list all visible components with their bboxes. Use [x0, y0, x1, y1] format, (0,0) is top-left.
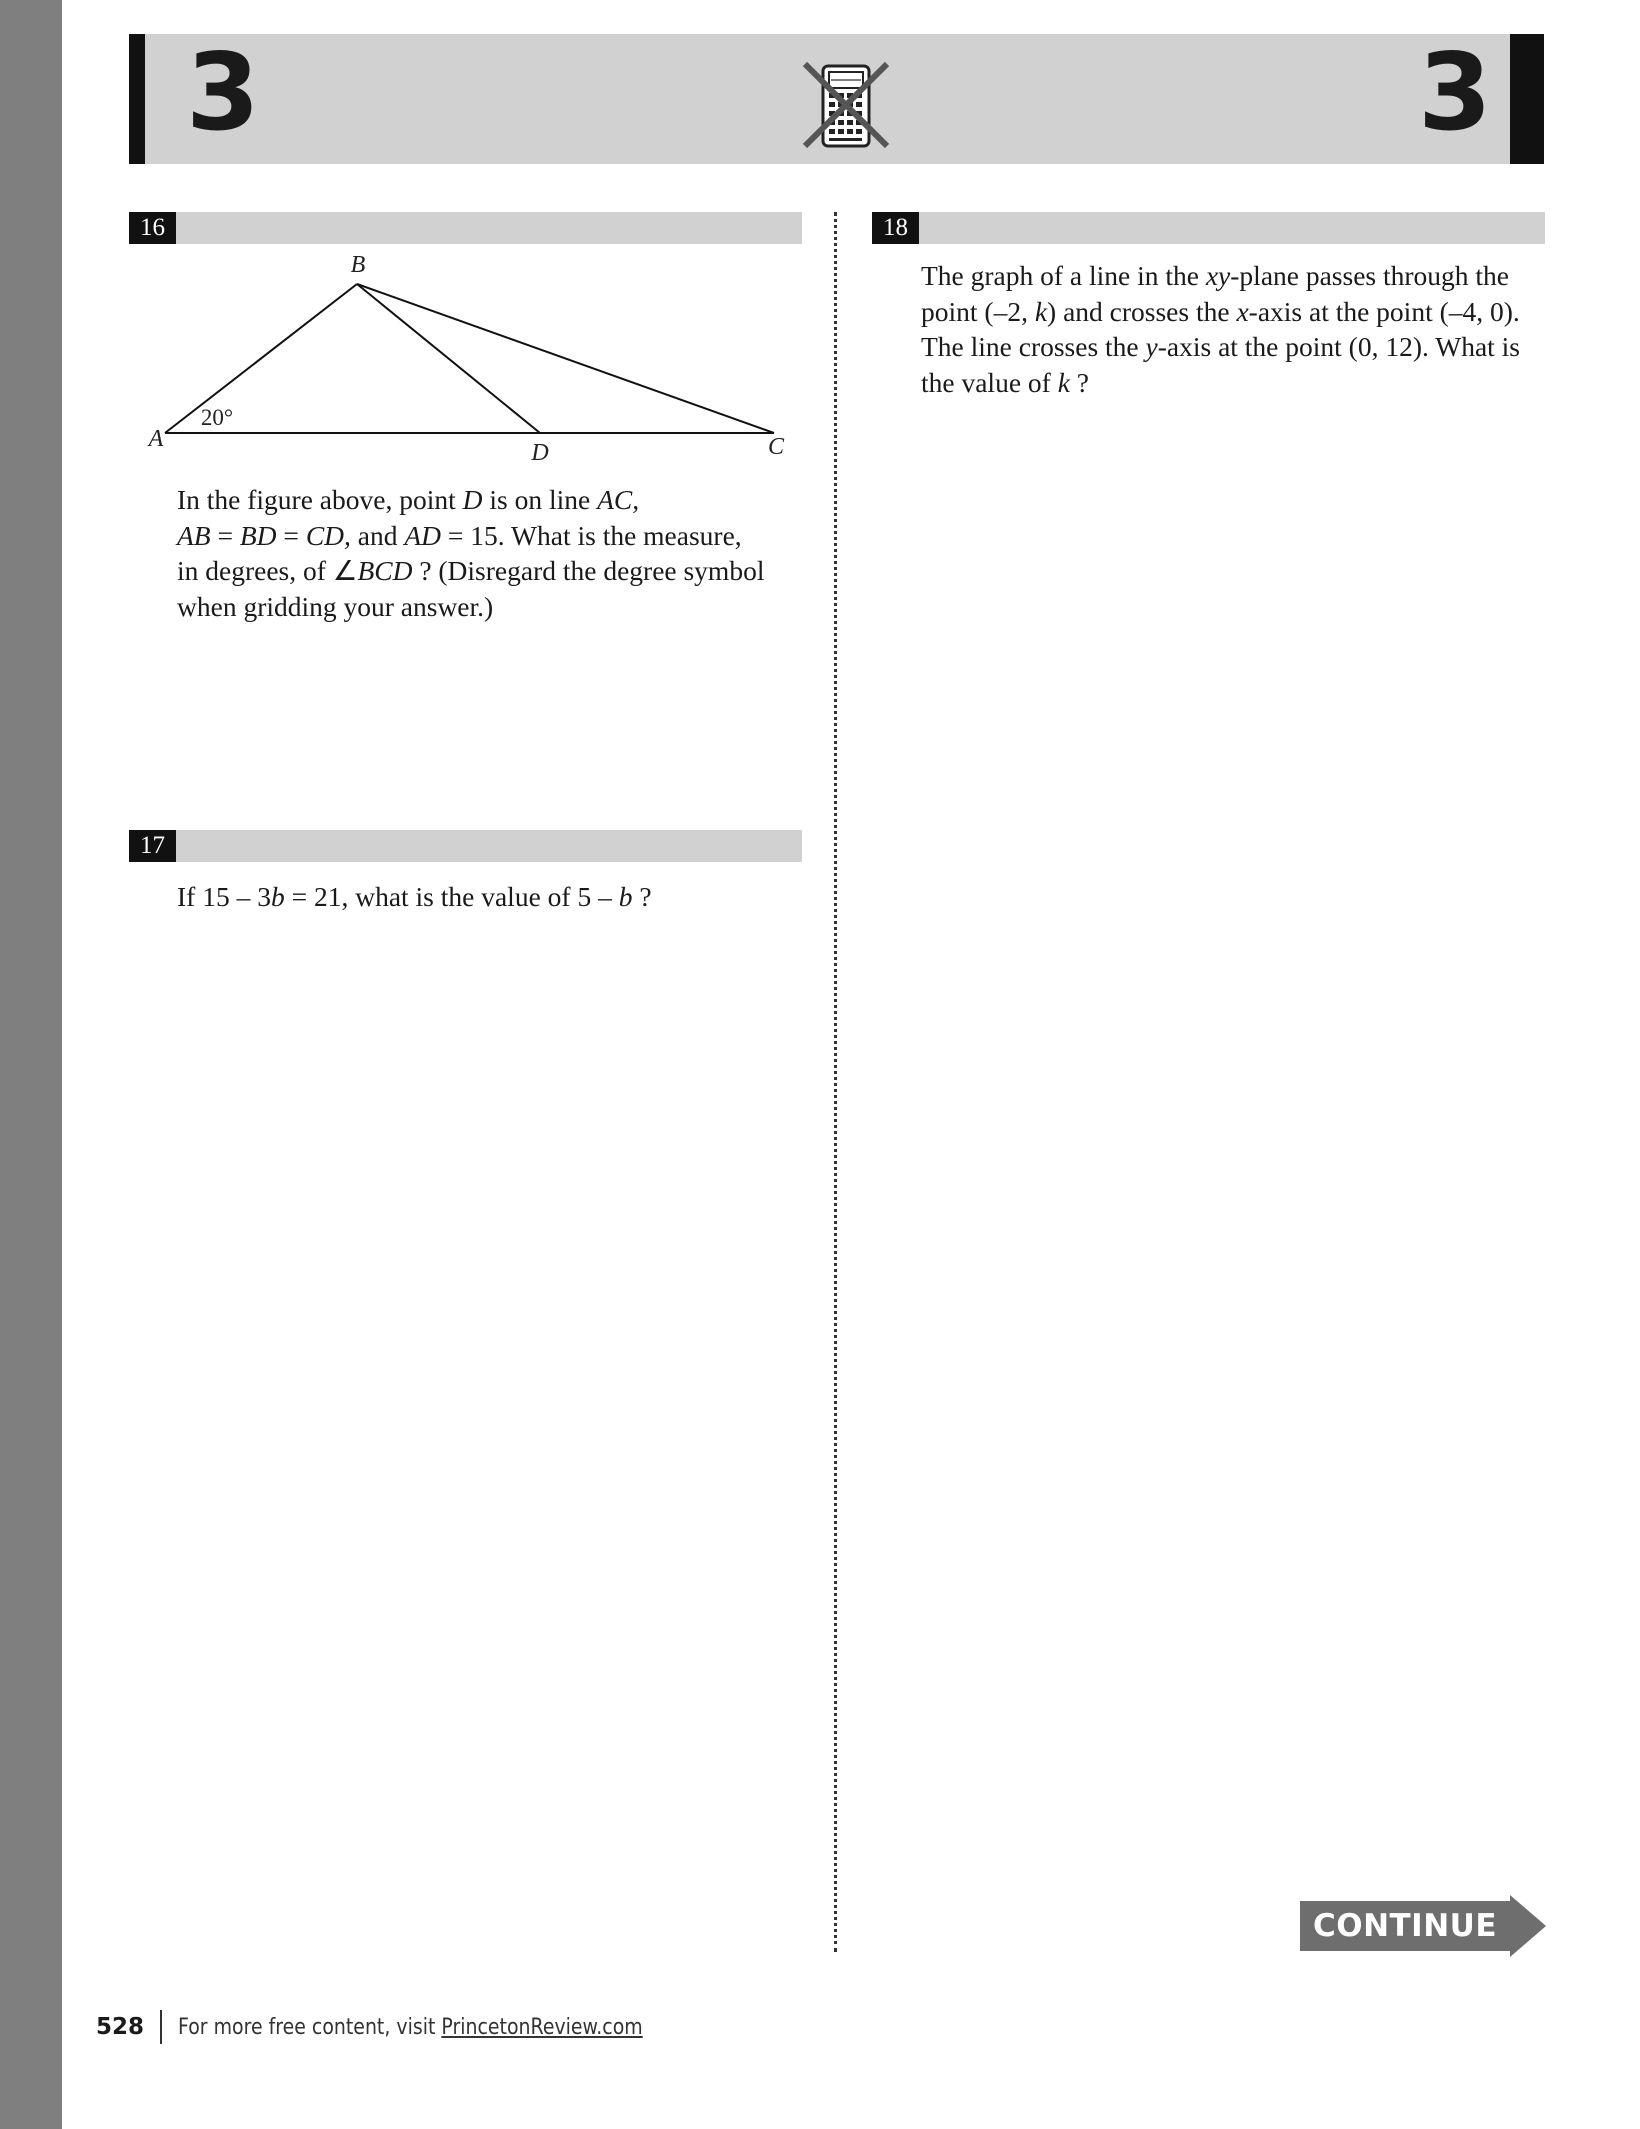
footer-text: For more free content, visit PrincetonReview.com [178, 2015, 643, 2040]
page-number: 528 [96, 2014, 145, 2040]
question-18-line-2: point (–2, k) and crosses the x-axis at the point (–4, 0). [921, 295, 1520, 327]
section-number-right: 3 [1418, 31, 1492, 154]
question-16-header-bar [129, 212, 802, 244]
question-16-line-1: In the figure above, point D is on line AC, [177, 484, 640, 515]
section-number-left: 3 [186, 31, 260, 154]
question-16-line-3: in degrees, of ∠BCD ? (Disregard the degree symbol [177, 555, 765, 586]
section-header-right-bar [1510, 34, 1544, 164]
section-header-left-bar [129, 34, 145, 164]
question-18-header-bar [872, 212, 1545, 244]
page-edge-strip [0, 0, 62, 2129]
vertex-c-label: C [767, 434, 785, 460]
column-divider [834, 212, 837, 1952]
no-calculator-icon [801, 60, 891, 150]
line-bc [357, 284, 774, 433]
question-17-line-1: If 15 – 3b = 21, what is the value of 5 – b ? [177, 881, 652, 912]
question-number: 16 [129, 212, 176, 244]
footer-separator [160, 2010, 162, 2044]
princeton-review-link[interactable]: PrincetonReview.com [441, 2015, 643, 2040]
vertex-a-label: A [148, 426, 164, 452]
question-16-line-2: AB = BD = CD, and AD = 15. What is the measure, [177, 519, 742, 551]
vertex-b-label: B [350, 252, 366, 278]
question-number: 17 [129, 830, 176, 862]
line-ab [165, 284, 357, 433]
question-16-text [177, 482, 764, 624]
triangle-figure [140, 250, 800, 465]
question-number: 18 [872, 212, 919, 244]
line-bd [357, 284, 540, 433]
continue-label: CONTINUE [1312, 1908, 1498, 1944]
vertex-d-label: D [531, 440, 549, 465]
question-17-header-bar [129, 830, 802, 862]
angle-a-label: 20° [200, 405, 234, 430]
question-18-line-3: The line crosses the y-axis at the point (0, 12). What is [921, 331, 1521, 362]
question-17-text [177, 879, 652, 915]
question-16-line-4: when gridding your answer.) [177, 590, 494, 622]
question-18-line-4: the value of k ? [921, 366, 1089, 398]
question-18-text [921, 258, 1520, 400]
question-18-line-1: The graph of a line in the xy-plane passes through the [921, 260, 1510, 291]
